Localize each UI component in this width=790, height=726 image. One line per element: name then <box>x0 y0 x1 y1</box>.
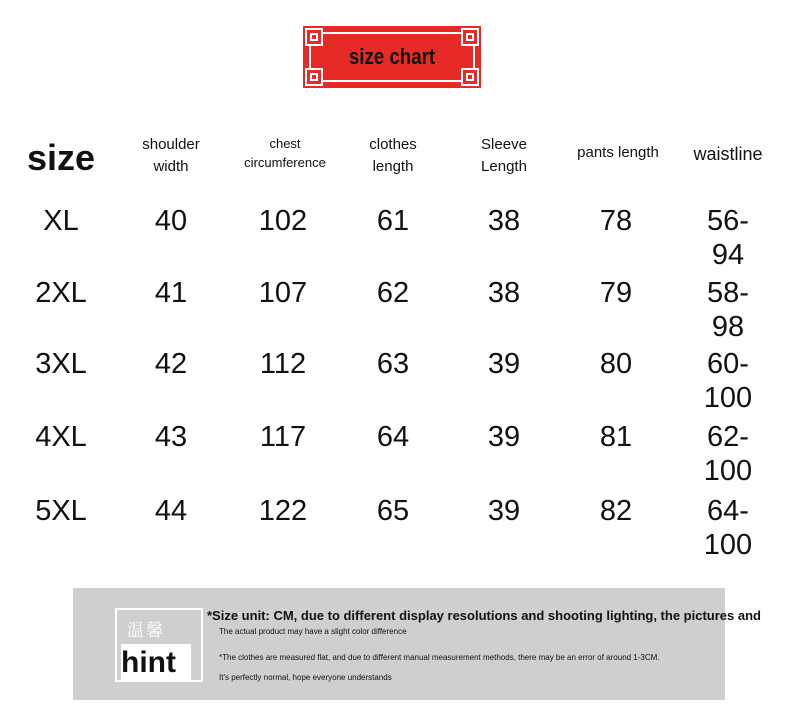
header-waistline <box>693 143 762 165</box>
table-row <box>0 494 790 561</box>
header-line: waistline <box>693 144 763 164</box>
row-shoulder: 42 <box>154 348 188 380</box>
row-size: 4XL <box>35 421 87 453</box>
row-shoulder: 41 <box>154 277 188 309</box>
hint-box <box>73 588 761 700</box>
header-line: Length <box>481 158 527 175</box>
table-row <box>0 276 790 343</box>
row-pants: 78 <box>599 205 633 237</box>
banner-title: size chart <box>348 44 436 69</box>
header-line: circumference <box>244 155 326 170</box>
row-pants: 80 <box>599 348 633 380</box>
table-row <box>0 347 790 414</box>
header-line: clothes <box>369 136 417 153</box>
row-shoulder: 43 <box>154 421 188 453</box>
hint-note-understand: It's perfectly normal, hope everyone understands <box>219 673 392 682</box>
header-shoulder-width <box>142 134 200 178</box>
header-line: width <box>153 158 189 175</box>
row-waist: 56-94 <box>707 205 749 271</box>
row-pants: 79 <box>599 277 633 309</box>
row-chest: 117 <box>259 421 307 453</box>
row-waist: 64-100 <box>703 495 753 561</box>
row-clothes: 62 <box>376 277 410 309</box>
header-size: size <box>26 137 96 178</box>
header-pants-length <box>577 142 659 164</box>
row-pants: 82 <box>599 495 633 527</box>
table-header <box>0 120 790 190</box>
row-clothes: 65 <box>376 495 410 527</box>
table-row <box>0 204 790 271</box>
header-clothes-length <box>369 134 417 178</box>
hint-badge-label: hint <box>121 644 191 682</box>
header-line: pants length <box>577 144 659 161</box>
hint-note-size-unit: *Size unit: CM, due to different display resolutions and shooting lighting, the pictures and <box>207 608 761 623</box>
header-line: shoulder <box>142 136 200 153</box>
header-line: Sleeve <box>481 136 527 153</box>
row-size: 2XL <box>35 277 87 309</box>
row-sleeve: 39 <box>487 421 521 453</box>
row-waist: 60-100 <box>703 348 753 414</box>
header-line: chest <box>269 136 301 151</box>
row-sleeve: 39 <box>487 348 521 380</box>
banner-corner-ornament <box>461 68 479 86</box>
hint-badge <box>115 608 203 682</box>
banner-corner-ornament <box>305 68 323 86</box>
row-chest: 122 <box>258 495 308 527</box>
row-waist: 62-100 <box>703 421 753 487</box>
header-chest-circumference <box>244 134 326 172</box>
table-row <box>0 420 790 487</box>
row-chest: 112 <box>259 348 307 380</box>
row-pants: 81 <box>599 421 633 453</box>
row-chest: 102 <box>258 205 308 237</box>
row-clothes: 61 <box>376 205 410 237</box>
row-sleeve: 38 <box>487 205 521 237</box>
header-sleeve-length <box>481 134 527 178</box>
header-line: length <box>372 158 414 175</box>
row-waist: 58-98 <box>707 277 749 343</box>
row-size: 3XL <box>35 348 87 380</box>
size-chart-banner <box>303 26 481 88</box>
row-clothes: 63 <box>376 348 410 380</box>
hint-note-measurement: *The clothes are measured flat, and due to different manual measurement methods, there may be an error of around 1-3CM. <box>219 653 660 662</box>
row-size: 5XL <box>35 495 87 527</box>
hint-note-color-difference: The actual product may have a slight color difference <box>219 627 407 636</box>
row-shoulder: 40 <box>154 205 188 237</box>
row-shoulder: 44 <box>154 495 188 527</box>
row-size: XL <box>43 205 79 237</box>
row-sleeve: 38 <box>487 277 521 309</box>
hint-badge-chinese: 温馨 <box>127 621 165 641</box>
row-sleeve: 39 <box>487 495 521 527</box>
row-chest: 107 <box>258 277 308 309</box>
row-clothes: 64 <box>376 421 410 453</box>
